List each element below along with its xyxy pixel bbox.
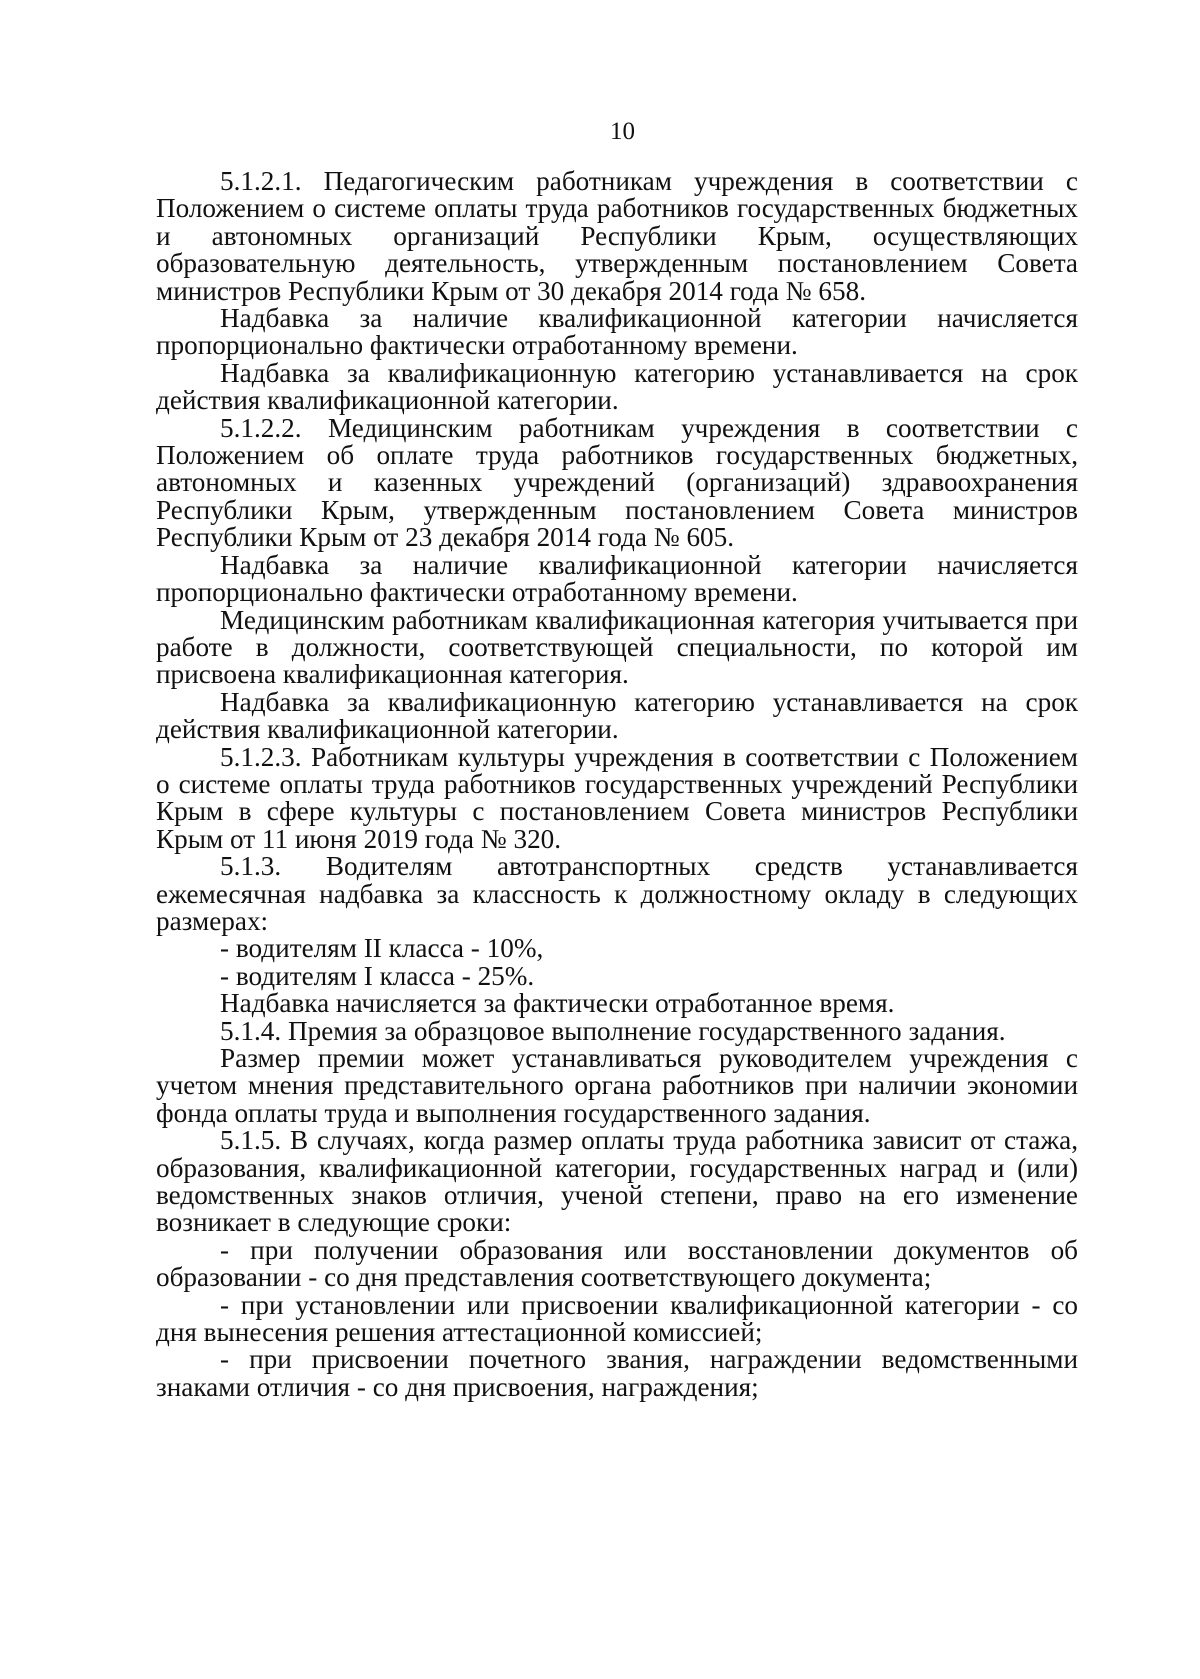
paragraph-bonus-qualification: Надбавка за наличие квалификационной категории начисляется пропорционально фактически отработанному времени. (156, 303, 1078, 361)
list-item-class-1: - водителям I класса - 25%. (220, 960, 535, 991)
paragraph-bonus-term-medical: Надбавка за квалификационную категорию устанавливается на срок действия квалификационной категории. (156, 686, 1078, 745)
paragraph-bonus-qualification-medical: Надбавка за наличие квалификационной категории начисляется пропорционально фактически отработанному времени. (156, 549, 1078, 608)
list-item-honorary-title: - при присвоении почетного звания, награждении ведомственными знаками отличия - со дня присвоения, награждения; (156, 1344, 1078, 1402)
paragraph-bonus-actual-time: Надбавка начисляется за фактически отработанное время. (220, 988, 895, 1019)
list-item-qualification: - при установлении или присвоении квалификационной категории - со дня вынесения решения аттестационной комиссией; (156, 1289, 1078, 1348)
paragraph-5-1-5: 5.1.5. В случаях, когда размер оплаты труда работника зависит от стажа, образования, квалификационной категории, государственных наград и (или) ведомственных знаков отличия, ученой степени, право на его изменение возникает в следующие сроки: (156, 1125, 1078, 1238)
paragraph-5-1-3: 5.1.3. Водителям автотранспортных средств устанавливается ежемесячная надбавка за классность к должностному окладу в следующих размерах: (156, 851, 1078, 936)
paragraph-bonus-term: Надбавка за квалификационную категорию устанавливается на срок действия квалификационной категории. (156, 357, 1078, 416)
paragraph-5-1-4: 5.1.4. Премия за образцовое выполнение государственного задания. (220, 1015, 1006, 1046)
paragraph-medical-category: Медицинским работникам квалификационная категория учитывается при работе в должности, соответствующей специальности, по которой им присвоена квалификационная категория. (156, 604, 1078, 690)
paragraph-premium-size: Размер премии может устанавливаться руководителем учреждения с учетом мнения представительного органа работников при наличии экономии фонда оплаты труда и выполнения государственного задания. (156, 1043, 1078, 1128)
list-item-class-2: - водителям II класса - 10%, (220, 933, 544, 964)
paragraph-5-1-2-1: 5.1.2.1. Педагогическим работникам учреждения в соответствии с Положением о системе оплаты труда работников государственных бюджетных и автономных организаций Республики Крым, осуществляющих образовательную деятельность, утвержденным постановлением Совета министров Республики Крым от 30 декабря 2014 года № 658. (156, 166, 1078, 306)
paragraph-5-1-2-2: 5.1.2.2. Медицинским работникам учреждения в соответствии с Положением об оплате труда работников государственных бюджетных, автономных и казенных учреждений (организаций) здравоохранения Республики Крым, утвержденным постановлением Совета министров Республики Крым от 23 декабря 2014 года № 605. (156, 412, 1078, 553)
list-item-education: - при получении образования или восстановлении документов об образовании - со дня представления соответствующего документа; (156, 1234, 1078, 1293)
paragraph-5-1-2-3: 5.1.2.3. Работникам культуры учреждения в соответствии с Положением о системе оплаты труда работников государственных учреждений Республики Крым в сфере культуры с постановлением Совета министров Республики Крым от 11 июня 2019 года № 320. (156, 741, 1078, 854)
document-body (156, 168, 1078, 1401)
page-number: 10 (610, 118, 635, 145)
